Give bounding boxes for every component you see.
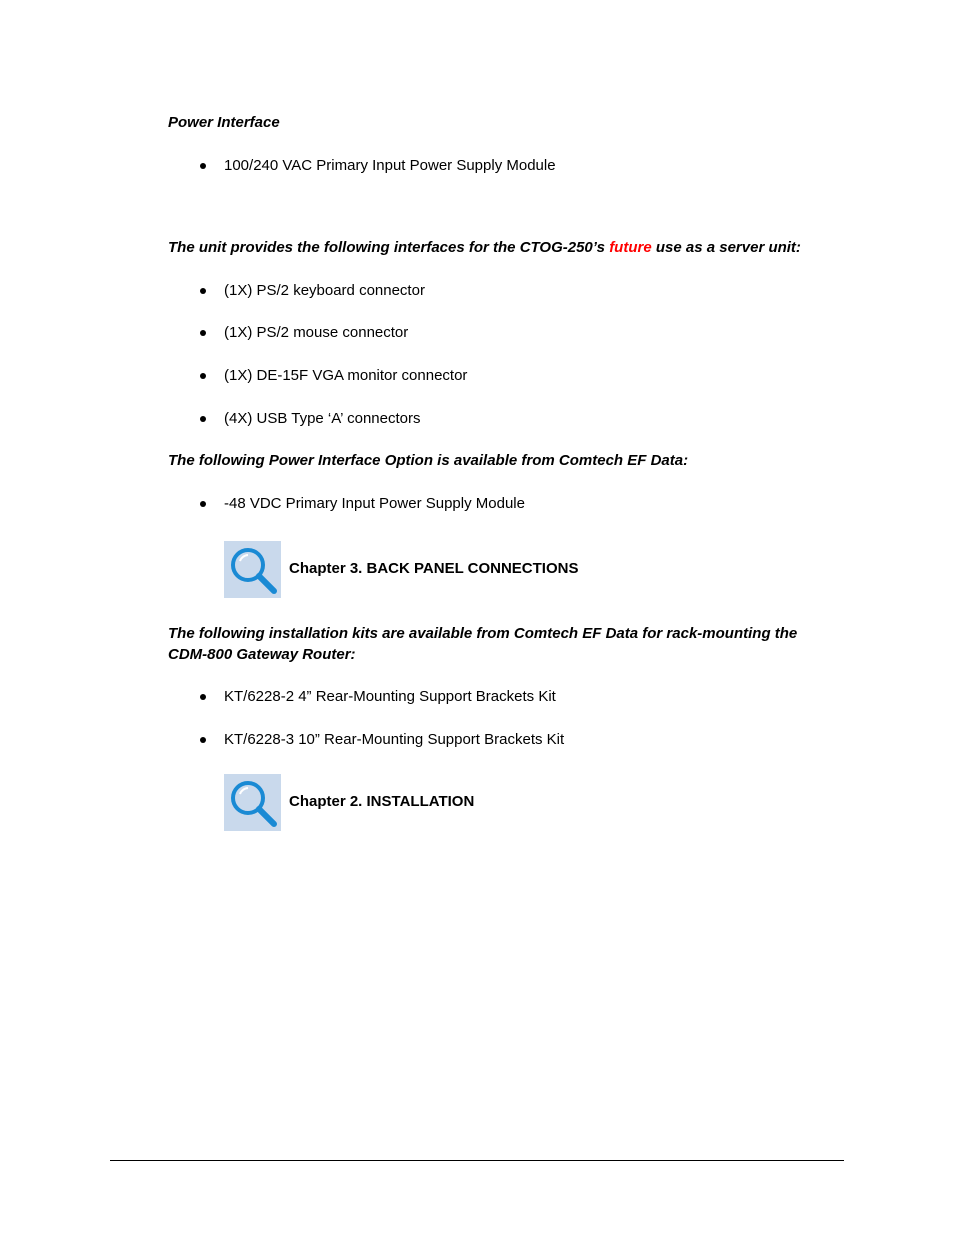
server-interfaces-heading <box>168 238 801 258</box>
power-option-heading: The following Power Interface Option is available from Comtech EF Data: <box>168 452 689 469</box>
bullet-icon <box>200 694 206 700</box>
list-item-text: (1X) DE-15F VGA monitor connector <box>224 367 468 384</box>
heading-prefix: The unit provides the following interfaces for the CTOG-250’s <box>168 239 610 256</box>
list-item-text: (1X) PS/2 mouse connector <box>224 324 409 341</box>
chapter-reference-label[interactable]: Chapter 2. INSTALLATION <box>289 793 475 810</box>
chapter-reference-label[interactable]: Chapter 3. BACK PANEL CONNECTIONS <box>289 560 579 577</box>
bullet-icon <box>200 163 206 169</box>
heading-suffix: use as a server unit: <box>651 239 801 256</box>
bullet-icon <box>200 737 206 743</box>
power-interface-heading: Power Interface <box>168 114 280 131</box>
bullet-icon <box>200 501 206 507</box>
bullet-icon <box>200 373 206 379</box>
bullet-icon <box>200 330 206 336</box>
list-item-text: -48 VDC Primary Input Power Supply Module <box>224 495 525 512</box>
installation-kits-heading-line1: The following installation kits are available from Comtech EF Data for rack-mounting the <box>168 625 798 642</box>
list-item-text: KT/6228-3 10” Rear-Mounting Support Brackets Kit <box>224 731 565 748</box>
magnifier-icon <box>224 774 281 831</box>
installation-kits-heading-line2: CDM-800 Gateway Router: <box>168 646 356 663</box>
list-item-text: 100/240 VAC Primary Input Power Supply Module <box>224 157 556 174</box>
list-item-text: KT/6228-2 4” Rear-Mounting Support Brackets Kit <box>224 688 556 705</box>
bullet-icon <box>200 288 206 294</box>
list-item-text: (4X) USB Type ‘A’ connectors <box>224 410 421 427</box>
bullet-icon <box>200 416 206 422</box>
list-item-text: (1X) PS/2 keyboard connector <box>224 282 425 299</box>
future-highlight: future <box>609 239 652 256</box>
magnifier-icon <box>224 541 281 598</box>
footer-divider <box>110 1160 844 1161</box>
